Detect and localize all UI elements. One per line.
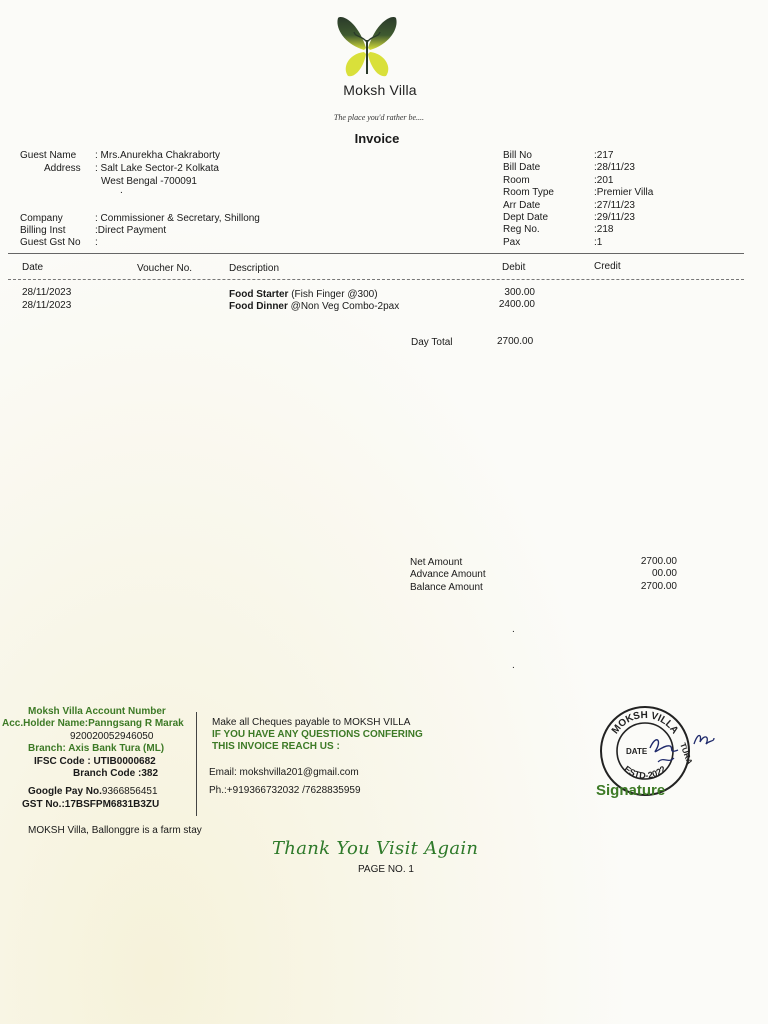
guest-name-value: : Mrs.Anurekha Chakraborty <box>95 150 221 161</box>
company-label: Company <box>20 213 63 224</box>
address-label: Address <box>44 163 81 174</box>
address-line-3: . <box>120 185 123 196</box>
totals-label: Net Amount <box>410 557 463 568</box>
bill-values <box>594 150 653 249</box>
account-heading: Moksh Villa Account Number <box>28 706 166 717</box>
table-row-debit: 300.00 <box>504 287 535 298</box>
row-description-item: Food Dinner <box>229 301 288 312</box>
bill-value: :27/11/23 <box>594 199 635 211</box>
bill-value: :217 <box>594 150 614 161</box>
page-number: PAGE NO. 1 <box>358 864 414 875</box>
day-total-label: Day Total <box>411 337 453 348</box>
totals-value: 2700.00 <box>640 556 677 567</box>
table-row-date: 28/11/2023 <box>22 300 72 311</box>
table-row-date: 28/11/2023 <box>22 287 72 298</box>
dot-mark: . <box>512 660 515 671</box>
cheques-note: Make all Cheques payable to MOKSH VILLA <box>212 717 411 728</box>
stamp-top-text: MOKSH VILLA <box>609 709 681 737</box>
totals-labels <box>410 557 486 594</box>
address-line-1: : Salt Lake Sector-2 Kolkata <box>95 163 219 174</box>
bill-value: :218 <box>594 224 614 236</box>
bill-value: :28/11/23 <box>594 162 635 174</box>
row-description-item: Food Starter <box>229 289 289 300</box>
row-description-detail: (Fish Finger @300) <box>288 289 378 300</box>
stamp-side-text: TURA <box>678 741 692 766</box>
butterfly-logo-icon <box>336 12 398 82</box>
bill-label: Arr Date <box>503 199 541 211</box>
farm-note: MOKSH Villa, Ballonggre is a farm stay <box>28 825 202 836</box>
table-top-rule <box>8 253 744 254</box>
table-row-debit: 2400.00 <box>498 299 535 310</box>
billing-value: :Direct Payment <box>95 225 167 236</box>
col-header-date: Date <box>22 262 44 273</box>
bill-label: Room Type <box>503 187 554 199</box>
col-header-credit: Credit <box>594 261 621 272</box>
thank-you-text: Thank You Visit Again <box>272 838 479 859</box>
totals-values <box>606 556 677 593</box>
stamp-bottom-text: ESTD-2022 <box>622 763 668 781</box>
questions-line-2: THIS INVOICE REACH US : <box>212 741 340 752</box>
table-row-description <box>229 289 378 301</box>
table-row-description <box>229 301 399 313</box>
guest-gst-value: : <box>95 237 98 248</box>
bill-label: Pax <box>503 236 521 248</box>
gpay-label: Google Pay No. <box>28 786 102 797</box>
signature-scribble-icon <box>692 730 716 750</box>
contact-email: Email: mokshvilla201@gmail.com <box>209 767 359 778</box>
guest-gst-label: Guest Gst No <box>20 237 81 248</box>
company-value: : Commissioner & Secretary, Shillong <box>95 213 260 224</box>
totals-label: Balance Amount <box>410 581 483 593</box>
col-header-debit: Debit <box>502 262 526 273</box>
totals-value: 00.00 <box>651 568 677 580</box>
account-branch-code: Branch Code :382 <box>73 768 159 779</box>
col-header-description: Description <box>229 263 280 274</box>
account-gpay <box>28 786 158 798</box>
account-gst: GST No.:17BSFPM6831B3ZU <box>22 799 160 810</box>
table-header-rule <box>8 279 744 280</box>
bill-label: Dept Date <box>503 212 549 224</box>
totals-label: Advance Amount <box>410 569 486 581</box>
bill-labels <box>503 150 554 249</box>
day-total-value: 2700.00 <box>497 336 534 347</box>
guest-name-label: Guest Name <box>20 150 77 161</box>
address-line-2: West Bengal -700091 <box>101 176 197 187</box>
bill-label: Room <box>503 174 530 186</box>
contact-phone: Ph.:+919366732032 /7628835959 <box>209 785 361 796</box>
bill-value: :29/11/23 <box>594 212 635 224</box>
account-number: 920020052946050 <box>70 731 154 742</box>
brand-name: Moksh Villa <box>343 82 417 98</box>
svg-text:ESTD-2022 <box>622 764 668 781</box>
account-ifsc: IFSC Code : UTIB0000682 <box>34 756 156 767</box>
billing-label: Billing Inst <box>20 225 66 236</box>
page-title: Invoice <box>354 131 400 146</box>
account-branch: Branch: Axis Bank Tura (ML) <box>28 743 165 754</box>
account-holder: Acc.Holder Name:Panngsang R Marak <box>2 718 184 729</box>
gpay-value: 9366856451 <box>101 786 158 797</box>
section-divider <box>196 712 197 816</box>
bill-value: :201 <box>594 174 614 186</box>
totals-value: 2700.00 <box>640 580 677 592</box>
col-header-voucher: Voucher No. <box>137 263 193 274</box>
brand-tagline: The place you'd rather be.... <box>333 113 425 122</box>
bill-value: :1 <box>594 236 603 248</box>
bill-value: :Premier Villa <box>594 187 654 199</box>
questions-line-1: IF YOU HAVE ANY QUESTIONS CONFERING <box>212 729 423 740</box>
row-description-detail: @Non Veg Combo-2pax <box>287 301 400 312</box>
bill-label: Reg No. <box>503 224 540 236</box>
signature-label: Signature <box>596 782 666 799</box>
stamp-date-text: DATE <box>626 747 648 756</box>
bill-label: Bill No <box>503 150 532 161</box>
bill-label: Bill Date <box>503 162 541 174</box>
dot-mark: . <box>512 624 515 635</box>
